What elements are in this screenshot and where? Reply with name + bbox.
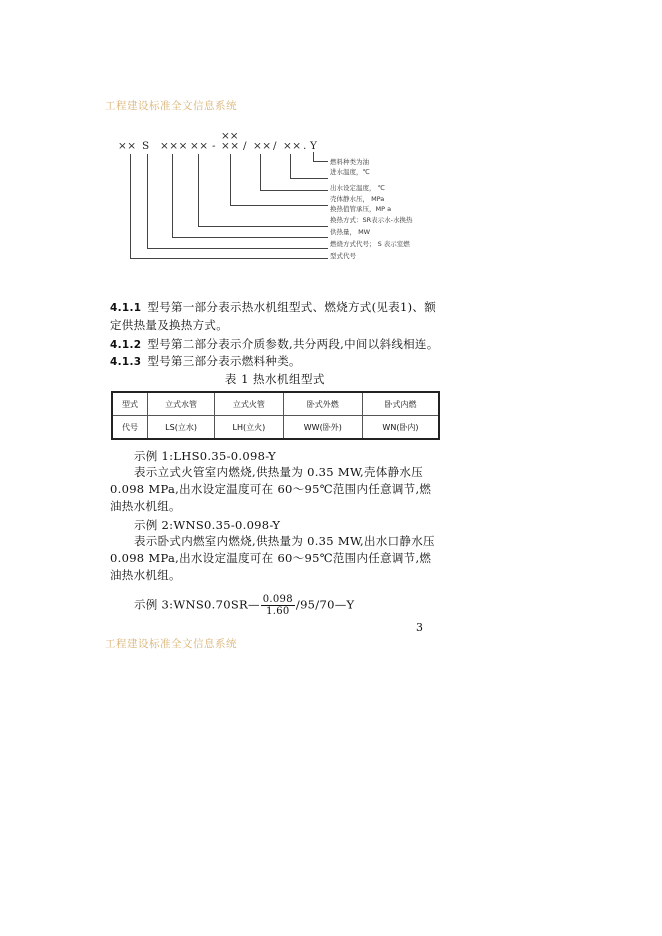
- clause-number: 4.1.3: [110, 356, 142, 368]
- code-seg-heat: ×××: [160, 140, 188, 152]
- table-row: [112, 416, 439, 440]
- watermark-top: 工程建设标准全文信息系统: [105, 100, 237, 112]
- example-1-body: 表示立式火管室内燃烧,供热量为 0.35 MW,壳体静水压 0.098 MPa,出水设定温度可在 60～95℃范围内任意调节,燃油热水机组。: [110, 465, 432, 513]
- model-code-diagram: [110, 128, 470, 268]
- label-heat-supply: 供热量， MW: [330, 228, 371, 236]
- code-top-marks: ××: [221, 130, 239, 142]
- code-seg-slash1: /: [243, 140, 248, 152]
- example-2-body: 表示卧式内燃室内燃烧,供热量为 0.35 MW,出水口静水压 0.098 MPa,出水设定温度可在 60～95℃范围内任意调节,燃油热水机组。: [110, 534, 435, 582]
- code-seg-type: ××: [118, 140, 137, 152]
- label-outlet-temp: 出水设定温度， ℃: [330, 184, 385, 192]
- code-seg-outtemp: ××: [253, 140, 272, 152]
- example-3-suffix: /95/70—Y: [295, 597, 355, 612]
- code-seg-s: S: [142, 140, 150, 152]
- table-cell: 立式水管: [148, 392, 215, 416]
- fraction-denominator: 1.60: [266, 606, 290, 617]
- clause-number: 4.1.2: [110, 339, 142, 351]
- label-type-code: 型式代号: [330, 252, 356, 260]
- example-3-prefix: 示例 3:WNS0.70SR—: [134, 597, 260, 612]
- code-seg-fuel: Y: [310, 140, 318, 152]
- label-tube-pressure: 换热值管承压，MP a: [330, 205, 392, 213]
- table-cell: LH(立火): [215, 416, 284, 440]
- table-cell: WW(卧外): [283, 416, 362, 440]
- clause-4-1-2: [110, 336, 440, 354]
- label-shell-pressure: 壳体静水压， MPa: [330, 195, 385, 203]
- code-seg-slash2: /: [273, 140, 278, 152]
- table-cell: 代号: [112, 416, 148, 440]
- table-header-row: [112, 392, 439, 416]
- clause-number: 4.1.1: [110, 302, 142, 314]
- table-cell: WN(卧内): [362, 416, 439, 440]
- clause-text: 型号第二部分表示介质参数,共分两段,中间以斜线相连。: [147, 337, 439, 351]
- page-number: 3: [416, 621, 423, 634]
- clause-text: 型号第一部分表示热水机组型式、燃烧方式(见表1)、额定供热量及换热方式。: [110, 300, 436, 332]
- label-inlet-temp: 进水温度，℃: [330, 168, 370, 176]
- table-cell: 卧式外燃: [283, 392, 362, 416]
- example-3: [110, 594, 440, 617]
- boiler-type-table: [111, 391, 440, 440]
- clause-4-1-3: [110, 353, 440, 371]
- code-seg-sr: ××: [190, 140, 209, 152]
- code-seg-dot: .: [303, 140, 307, 152]
- label-exchange-mode: 换热方式：SR表示水-水换热: [330, 216, 413, 224]
- code-seg-pressure: ××: [221, 140, 240, 152]
- fraction-numerator: 0.098: [262, 594, 293, 605]
- clause-text: 型号第三部分表示燃料种类。: [147, 354, 301, 368]
- clause-4-1-1: [110, 299, 440, 334]
- example-3-fraction: [261, 594, 295, 617]
- example-2-title: 示例 2:WNS0.35-0.098-Y: [134, 518, 281, 532]
- code-seg-intemp: ××: [283, 140, 302, 152]
- table-cell: 立式火管: [215, 392, 284, 416]
- label-combustion: 燃烧方式代号； S 表示室燃: [330, 240, 410, 248]
- example-1-title: 示例 1:LHS0.35-0.098-Y: [134, 449, 277, 463]
- label-fuel: 燃料种类为油: [330, 158, 369, 166]
- code-seg-dash: -: [212, 140, 217, 152]
- table-cell: LS(立水): [148, 416, 215, 440]
- table-title: 表 1 热水机组型式: [224, 372, 326, 386]
- watermark-bottom: 工程建设标准全文信息系统: [105, 638, 237, 650]
- table-cell: 卧式内燃: [362, 392, 439, 416]
- table-cell: 型式: [112, 392, 148, 416]
